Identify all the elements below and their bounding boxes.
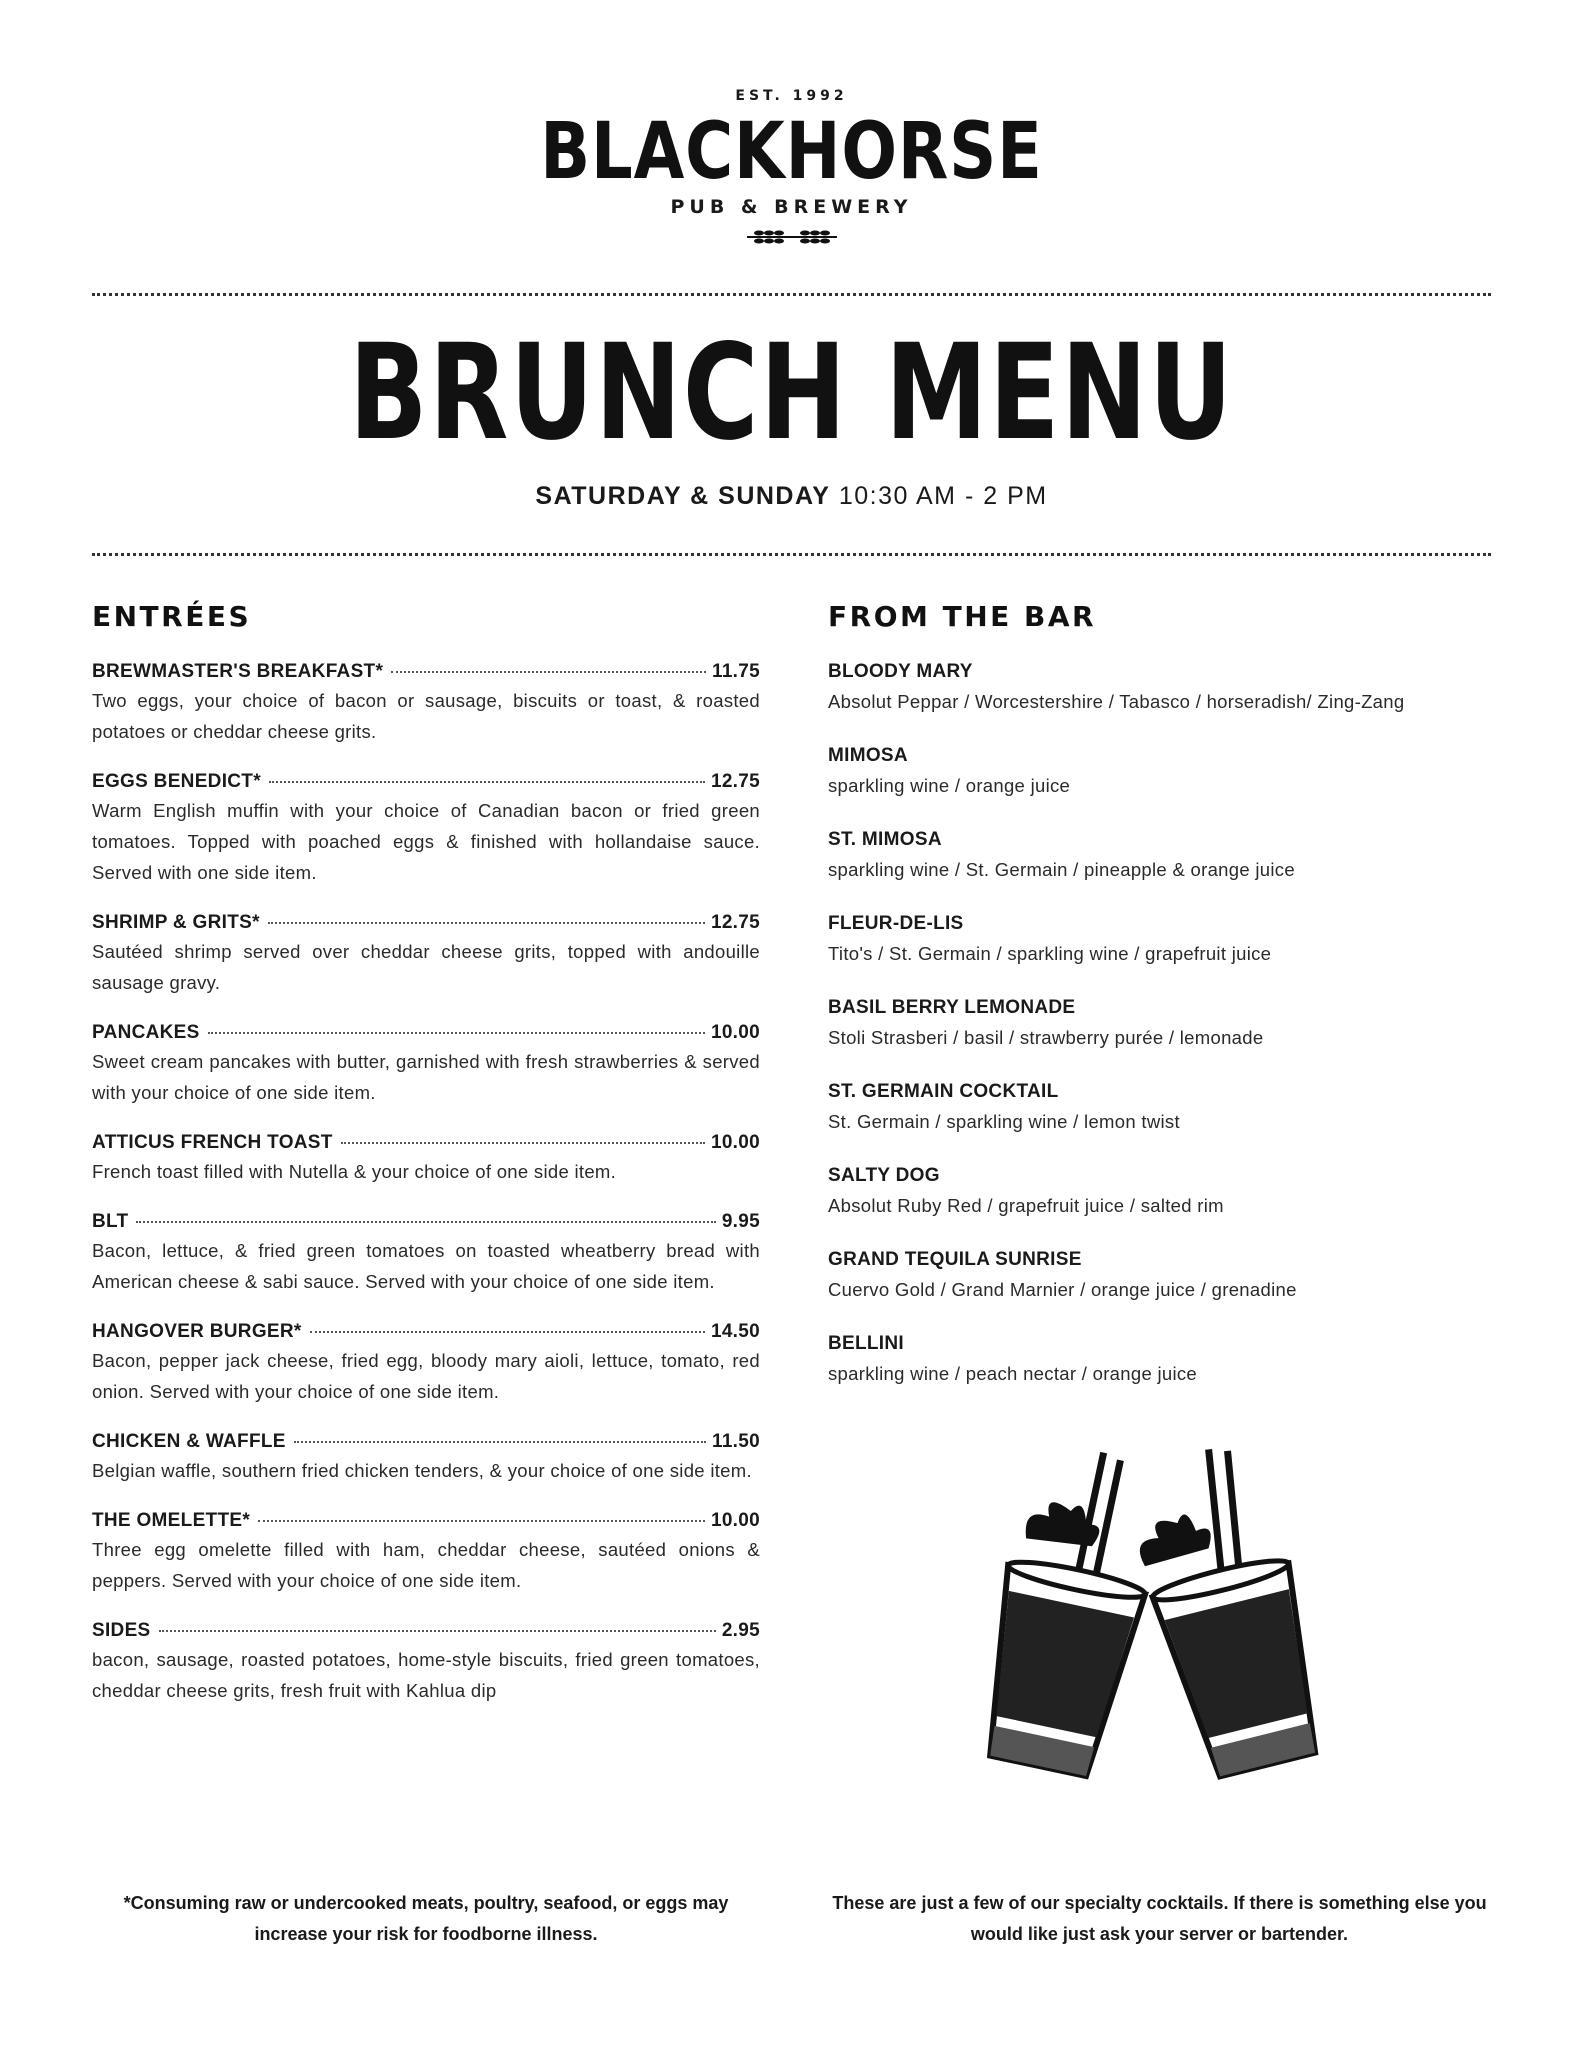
dot-leader [310, 1331, 705, 1333]
menu-item-name: SIDES [92, 1620, 151, 1641]
menu-item-header [92, 1431, 760, 1453]
drink-name: BASIL BERRY LEMONADE [828, 997, 1076, 1018]
menu-item-header [92, 1022, 760, 1044]
drink-description: St. Germain / sparkling wine / lemon twist [828, 1111, 1180, 1132]
drink-description: Stoli Strasberi / basil / strawberry purée / lemonade [828, 1027, 1264, 1048]
menu-item-header [92, 661, 760, 683]
drink-item [828, 997, 1491, 1053]
menu-item [92, 1431, 760, 1486]
dot-leader [268, 922, 705, 924]
menu-item-name: CHICKEN & WAFFLE [92, 1431, 286, 1452]
drink-description: sparkling wine / orange juice [828, 775, 1071, 796]
menu-item [92, 771, 760, 888]
brunch-time: 10:30 AM - 2 PM [838, 482, 1048, 510]
established-text: EST. 1992 [735, 88, 848, 104]
drink-name: ST. GERMAIN COCKTAIL [828, 1081, 1059, 1102]
menu-item-header [92, 1132, 760, 1154]
divider-bottom [92, 553, 1491, 556]
menu-item-header [92, 1510, 760, 1532]
drink-item [828, 661, 1491, 717]
drink-name: MIMOSA [828, 745, 908, 766]
brunch-hours [0, 482, 1583, 511]
dot-leader [269, 781, 705, 783]
cocktail-note: These are just a few of our specialty cocktails. If there is something else you would like just ask your server or bartender. [832, 1893, 1487, 1944]
bar-title: FROM THE BAR [828, 600, 1097, 633]
drink-description: Absolut Ruby Red / grapefruit juice / salted rim [828, 1195, 1224, 1216]
dot-leader [136, 1221, 715, 1223]
menu-item-price: 10.00 [710, 1510, 760, 1531]
menu-item-header [92, 1321, 760, 1343]
drink-description: sparkling wine / peach nectar / orange juice [828, 1363, 1198, 1384]
menu-item [92, 1510, 760, 1596]
menu-item-price: 10.00 [710, 1132, 760, 1153]
menu-item-header [92, 1211, 760, 1233]
menu-item [92, 1620, 760, 1706]
menu-item-header [92, 912, 760, 934]
menu-item-description: Belgian waffle, southern fried chicken tenders, & your choice of one side item. [92, 1460, 752, 1481]
dot-leader [159, 1630, 716, 1632]
dot-leader [208, 1032, 705, 1034]
drink-item [828, 1333, 1491, 1389]
menu-title: BRUNCH MENU [349, 316, 1234, 470]
menu-item-name: HANGOVER BURGER* [92, 1321, 302, 1342]
dot-leader [258, 1520, 705, 1522]
menu-item-name: PANCAKES [92, 1022, 200, 1043]
drink-item [828, 1081, 1491, 1137]
menu-item-name: EGGS BENEDICT* [92, 771, 261, 792]
drink-name: SALTY DOG [828, 1165, 940, 1186]
menu-item-price: 12.75 [710, 912, 760, 933]
menu-item [92, 1022, 760, 1108]
drink-item [828, 829, 1491, 885]
menu-item [92, 1132, 760, 1187]
menu-item-description: Sweet cream pancakes with butter, garnished with fresh strawberries & served with your choice of one side item. [92, 1051, 760, 1103]
menu-item-description: Warm English muffin with your choice of Canadian bacon or fried green tomatoes. Topped with poached eggs & finished with hollandaise sauce. Served with one side item. [92, 800, 760, 883]
cocktail-glasses-icon [940, 1438, 1370, 1828]
drink-name: GRAND TEQUILA SUNRISE [828, 1249, 1082, 1270]
menu-item [92, 1211, 760, 1297]
drink-item [828, 913, 1491, 969]
menu-item [92, 1321, 760, 1407]
drink-name: BELLINI [828, 1333, 904, 1354]
menu-item-name: THE OMELETTE* [92, 1510, 251, 1531]
drink-description: Cuervo Gold / Grand Marnier / orange juice / grenadine [828, 1279, 1297, 1300]
menu-item-description: Sautéed shrimp served over cheddar cheese grits, topped with andouille sausage gravy. [92, 941, 760, 993]
drink-name: ST. MIMOSA [828, 829, 942, 850]
drink-name: FLEUR-DE-LIS [828, 913, 964, 934]
menu-item-description: Bacon, lettuce, & fried green tomatoes on toasted wheatberry bread with American cheese & sabi sauce. Served with your choice of one side item. [92, 1240, 760, 1292]
menu-item-price: 11.50 [712, 1431, 760, 1452]
menu-item-description: Three egg omelette filled with ham, cheddar cheese, sautéed onions & peppers. Served with your choice of one side item. [92, 1539, 760, 1591]
drink-list [828, 661, 1491, 1389]
brunch-days: SATURDAY & SUNDAY [535, 482, 831, 510]
bar-section [828, 600, 1491, 1417]
menu-item-description: Two eggs, your choice of bacon or sausage, biscuits or toast, & roasted potatoes or cheddar cheese grits. [92, 690, 760, 742]
menu-item-name: BREWMASTER'S BREAKFAST* [92, 661, 384, 682]
menu-item-name: SHRIMP & GRITS* [92, 912, 260, 933]
entrees-section [92, 600, 760, 1730]
dot-leader [391, 671, 706, 673]
drink-description: sparkling wine / St. Germain / pineapple & orange juice [828, 859, 1295, 880]
entrees-title: ENTRÉES [92, 600, 252, 633]
menu-item [92, 661, 760, 747]
wheat-ornament-icon [0, 226, 1583, 248]
menu-item-description: bacon, sausage, roasted potatoes, home-style biscuits, fried green tomatoes, cheddar cheese grits, fresh fruit with Kahlua dip [92, 1649, 760, 1701]
menu-item-header [92, 1620, 760, 1642]
menu-item-description: Bacon, pepper jack cheese, fried egg, bloody mary aioli, lettuce, tomato, red onion. Served with your choice of one side item. [92, 1350, 760, 1402]
menu-item-price: 11.75 [712, 661, 760, 682]
brand-subtitle: PUB & BREWERY [670, 196, 913, 218]
menu-item-price: 2.95 [721, 1620, 760, 1641]
menu-item-price: 9.95 [721, 1211, 760, 1232]
drink-item [828, 1249, 1491, 1305]
dot-leader [294, 1441, 706, 1443]
entree-list [92, 661, 760, 1706]
brand-name: BLACKHORSE [540, 107, 1043, 197]
drink-item [828, 1165, 1491, 1221]
menu-item-name: ATTICUS FRENCH TOAST [92, 1132, 333, 1153]
drink-item [828, 745, 1491, 801]
menu-item-price: 14.50 [710, 1321, 760, 1342]
menu-item-price: 10.00 [710, 1022, 760, 1043]
drink-description: Tito's / St. Germain / sparkling wine / grapefruit juice [828, 943, 1272, 964]
brand-logo [0, 88, 1583, 248]
menu-item-price: 12.75 [710, 771, 760, 792]
menu-item-description: French toast filled with Nutella & your choice of one side item. [92, 1161, 617, 1182]
dot-leader [341, 1142, 705, 1144]
drink-name: BLOODY MARY [828, 661, 973, 682]
drink-description: Absolut Peppar / Worcestershire / Tabasco / horseradish/ Zing-Zang [828, 691, 1405, 712]
food-safety-note: *Consuming raw or undercooked meats, poultry, seafood, or eggs may increase your risk for foodborne illness. [123, 1893, 729, 1944]
menu-item-header [92, 771, 760, 793]
menu-item-name: BLT [92, 1211, 129, 1232]
divider-top [92, 293, 1491, 296]
menu-item [92, 912, 760, 998]
